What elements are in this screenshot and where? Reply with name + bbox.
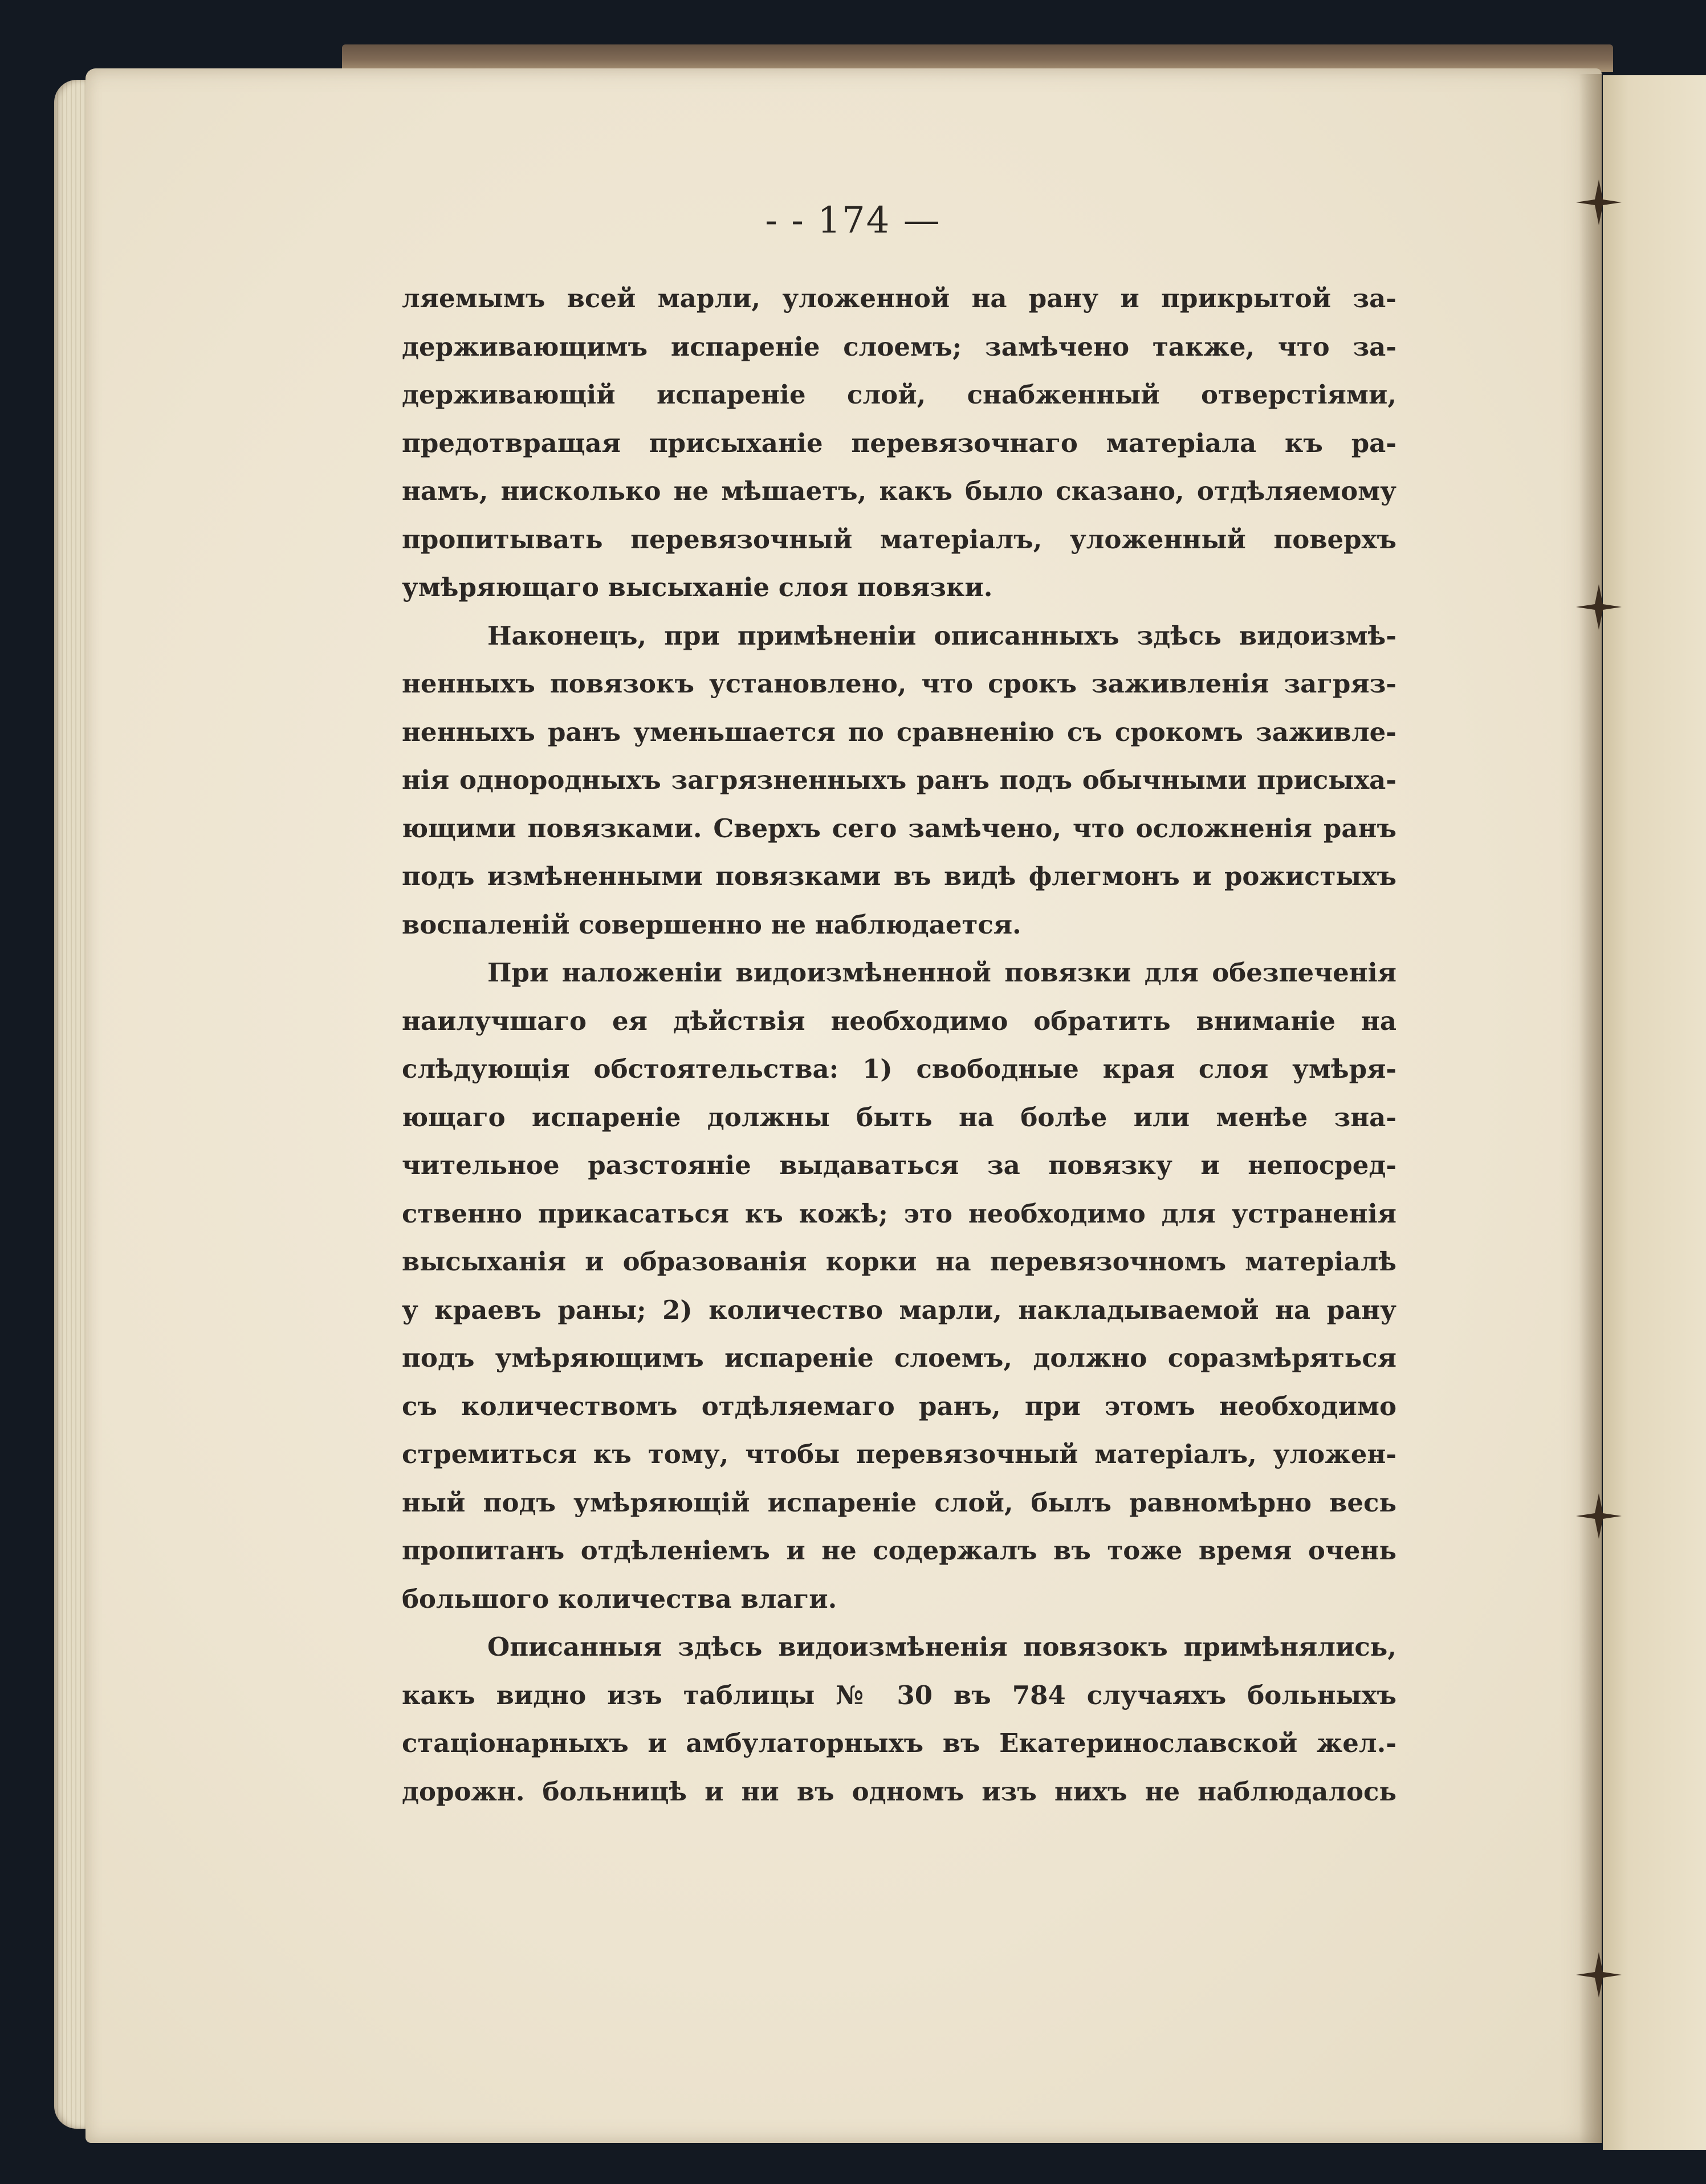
text-line: При наложеніи видоизмѣненной повязки для обезпеченія bbox=[487, 957, 1396, 988]
text-line: чительное разстояніе выдаваться за повязку и непосред- bbox=[402, 1150, 1396, 1180]
text-line: дорожн. больницѣ и ни въ одномъ изъ нихъ не наблюдалось bbox=[402, 1776, 1396, 1807]
text-line: держивающимъ испареніе слоемъ; замѣчено также, что за- bbox=[402, 331, 1396, 362]
text-line: подъ умѣряющимъ испареніе слоемъ, должно соразмѣряться bbox=[402, 1343, 1396, 1373]
text-line: ющаго испареніе должны быть на болѣе или менѣе зна- bbox=[402, 1102, 1396, 1132]
text-line: у краевъ раны; 2) количество марли, накладываемой на рану bbox=[402, 1294, 1396, 1325]
text-line: умѣряющаго высыханіе слоя повязки. bbox=[402, 572, 993, 602]
paragraph bbox=[402, 275, 1396, 612]
facing-page-edge bbox=[1603, 75, 1706, 2150]
text-line: нія однородныхъ загрязненныхъ ранъ подъ обычными присыха- bbox=[402, 765, 1396, 795]
text-line: держивающій испареніе слой, снабженный отверстіями, bbox=[402, 380, 1396, 410]
text-line: воспаленій совершенно не наблюдается. bbox=[402, 909, 1021, 940]
binding-stitch-icon bbox=[1573, 1490, 1624, 1542]
text-line: съ количествомъ отдѣляемаго ранъ, при этомъ необходимо bbox=[402, 1391, 1396, 1421]
text-line: намъ, нисколько не мѣшаетъ, какъ было сказано, отдѣляемому bbox=[402, 476, 1396, 506]
text-line: большого количества влаги. bbox=[402, 1583, 837, 1614]
text-line: слѣдующія обстоятельства: 1) свободные края слоя умѣря- bbox=[402, 1054, 1396, 1084]
text-line: ющими повязками. Сверхъ сего замѣчено, что осложненія ранъ bbox=[402, 813, 1396, 844]
text-line: высыханія и образованія корки на перевязочномъ матеріалѣ bbox=[402, 1246, 1396, 1277]
page-number-header: - - 174 — bbox=[765, 199, 941, 242]
book-cover-edge bbox=[342, 44, 1613, 72]
text-line: Описанныя здѣсь видоизмѣненія повязокъ примѣнялись, bbox=[487, 1632, 1396, 1662]
paragraph bbox=[402, 612, 1396, 950]
text-line: стремиться къ тому, чтобы перевязочный матеріалъ, уложен- bbox=[402, 1439, 1396, 1469]
text-line: ственно прикасаться къ кожѣ; это необходимо для устраненія bbox=[402, 1198, 1396, 1229]
text-line: ненныхъ ранъ уменьшается по сравненію съ срокомъ заживле- bbox=[402, 716, 1396, 747]
binding-stitch-icon bbox=[1573, 1949, 1624, 2000]
text-line: пропитанъ отдѣленіемъ и не содержалъ въ тоже время очень bbox=[402, 1535, 1396, 1566]
text-line: какъ видно изъ таблицы № 30 въ 784 случаяхъ больныхъ bbox=[402, 1680, 1396, 1710]
binding-stitch-icon bbox=[1573, 581, 1624, 633]
text-line: ный подъ умѣряющій испареніе слой, былъ равномѣрно весь bbox=[402, 1487, 1396, 1518]
text-line: пропитывать перевязочный матеріалъ, уложенный поверхъ bbox=[402, 524, 1396, 555]
text-line: стаціонарныхъ и амбулаторныхъ въ Екатеринославской жел.- bbox=[402, 1728, 1396, 1758]
paragraph bbox=[402, 949, 1396, 1623]
text-line: ненныхъ повязокъ установлено, что срокъ заживленія загряз- bbox=[402, 669, 1396, 699]
text-line: Наконецъ, при примѣненіи описанныхъ здѣсь видоизмѣ- bbox=[487, 620, 1396, 651]
text-line: наилучшаго ея дѣйствія необходимо обратить вниманіе на bbox=[402, 1005, 1396, 1036]
text-line: ляемымъ всей марли, уложенной на рану и прикрытой за- bbox=[402, 283, 1396, 313]
text-line: предотвращая присыханіе перевязочнаго матеріала къ ра- bbox=[402, 427, 1396, 458]
page-gutter-shadow bbox=[1579, 74, 1602, 2143]
paragraph bbox=[402, 1623, 1396, 1816]
text-line: подъ измѣненными повязками въ видѣ флегмонъ и рожистыхъ bbox=[402, 861, 1396, 891]
body-text bbox=[402, 275, 1396, 1816]
